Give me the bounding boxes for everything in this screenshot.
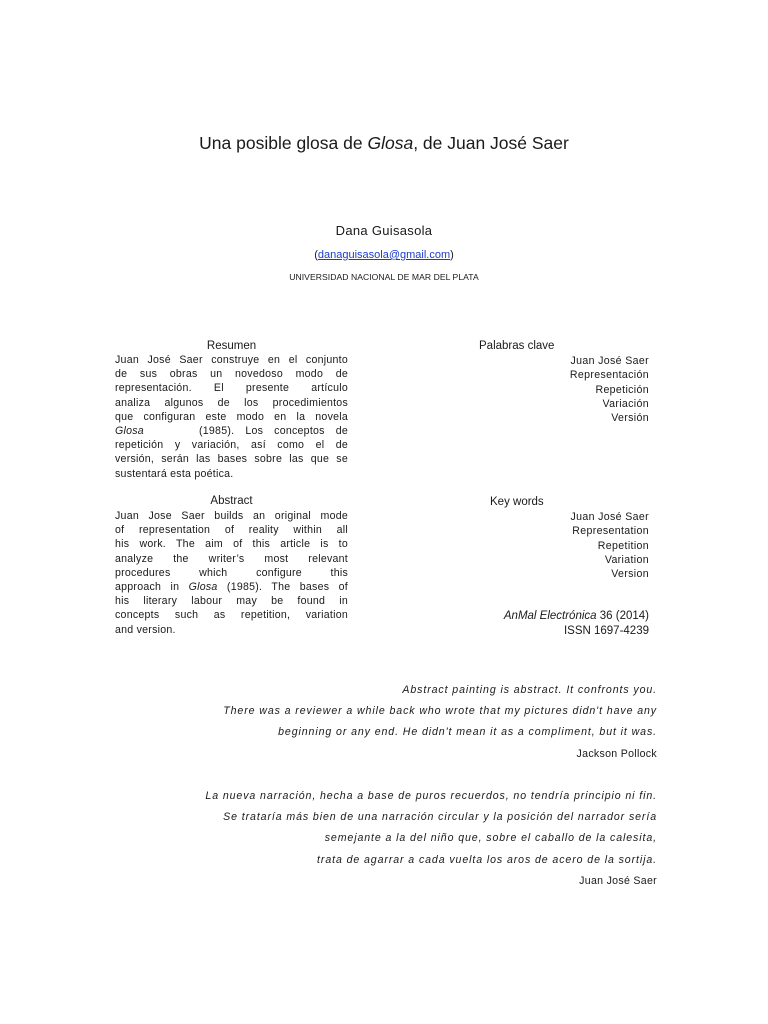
abstract-line-text: approach in [115,581,180,594]
abstract-line: analyze the writer’s most relevant [115,552,348,565]
resumen-line: analiza algunos de los procedimientos [115,396,348,409]
author-name: Dana Guisasola [335,223,433,238]
palabras-clave-list [570,354,649,425]
paper-title [0,133,768,154]
author-email-link[interactable]: danaguisasola@gmail.com [317,249,451,261]
epigraph-line: Se trataría más bien de una narración circular y la posición del narrador sería [223,811,657,824]
journal-issue: 36 (2014) [596,610,649,622]
keyword-item: Juan José Saer [570,511,649,523]
resumen-line: de sus obras un novedoso modo de [115,368,348,381]
key-words-list [570,510,649,581]
abstract-heading: Abstract [210,495,253,507]
epigraph-line: trata de agarrar a cada vuelta los aros de acero de la sortija. [317,853,657,866]
journal-reference [504,609,649,639]
abstract-line: concepts such as repetition, variation [115,609,348,622]
keyword-item: Variation [604,553,649,566]
resumen-line: repetición y variación, así como el de [115,439,348,452]
resumen-line-glosa [115,424,348,438]
keyword-item: Repetition [597,539,649,552]
keyword-item: Representation [572,525,649,538]
email-close-paren: ) [450,249,454,261]
resumen-italic-glosa: Glosa [115,425,144,438]
epigraph-line: There was a reviewer a while back who wrote that my pictures didn't have any [223,705,657,718]
epigraph-author: Juan José Saer [579,874,657,887]
abstract-text [115,509,348,637]
author-affiliation: UNIVERSIDAD NACIONAL DE MAR DEL PLATA [289,272,479,282]
journal-issue-line [504,609,649,624]
email-open-paren: ( [314,249,318,261]
keyword-item: Version [611,568,649,581]
abstract-line: his literary labour may be found in [115,595,348,608]
epigraph-line: Abstract painting is abstract. It confronts you. [402,684,657,696]
keyword-item: Juan José Saer [570,355,649,367]
keyword-item: Versión [611,412,649,425]
resumen-text [115,353,348,481]
palabras-clave-heading: Palabras clave [479,340,555,352]
resumen-line: versión, serán las bases sobre las que se [115,453,348,466]
epigraph-line: semejante a la del niño que, sobre el caballo de la calesita, [324,832,657,845]
epigraph-saer [205,786,657,892]
resumen-line: sustentará esta poética. [115,467,234,480]
abstract-italic-glosa: Glosa [188,581,218,594]
keyword-item: Representación [569,369,649,382]
abstract-line: procedures which configure this [115,566,348,579]
epigraph-line: beginning or any end. He didn't mean it as a compliment, but it was. [278,726,657,739]
keyword-item: Repetición [595,383,649,396]
author-email-line [0,249,768,261]
abstract-line: of representation of reality within all [115,524,348,537]
resumen-line-text: (1985). Los conceptos de [199,425,349,438]
title-italic: Glosa [367,133,414,153]
resumen-line: Juan José Saer construye en el conjunto [115,354,348,366]
abstract-line: Juan Jose Saer builds an original mode [115,510,348,522]
abstract-line-text: (1985). The bases of [217,581,348,594]
key-words-heading: Key words [490,496,544,508]
resumen-line: representación. El presente artículo [115,382,348,395]
epigraph-line: La nueva narración, hecha a base de puros recuerdos, no tendría principio ni fin. [205,790,657,802]
abstract-line-glosa [115,580,348,594]
epigraph-pollock [223,680,657,765]
keyword-item: Variación [602,397,649,410]
journal-name: AnMal Electrónica [503,610,597,622]
resumen-heading: Resumen [206,340,257,352]
abstract-line: and version. [115,623,176,636]
resumen-line: que configuran este modo en la novela [115,410,348,423]
abstract-line: his work. The aim of this article is to [115,538,348,551]
title-suffix: , de Juan José Saer [413,133,569,153]
title-prefix: Una posible glosa de [199,133,368,153]
epigraph-author: Jackson Pollock [576,747,657,760]
journal-issn: ISSN 1697-4239 [563,625,649,637]
